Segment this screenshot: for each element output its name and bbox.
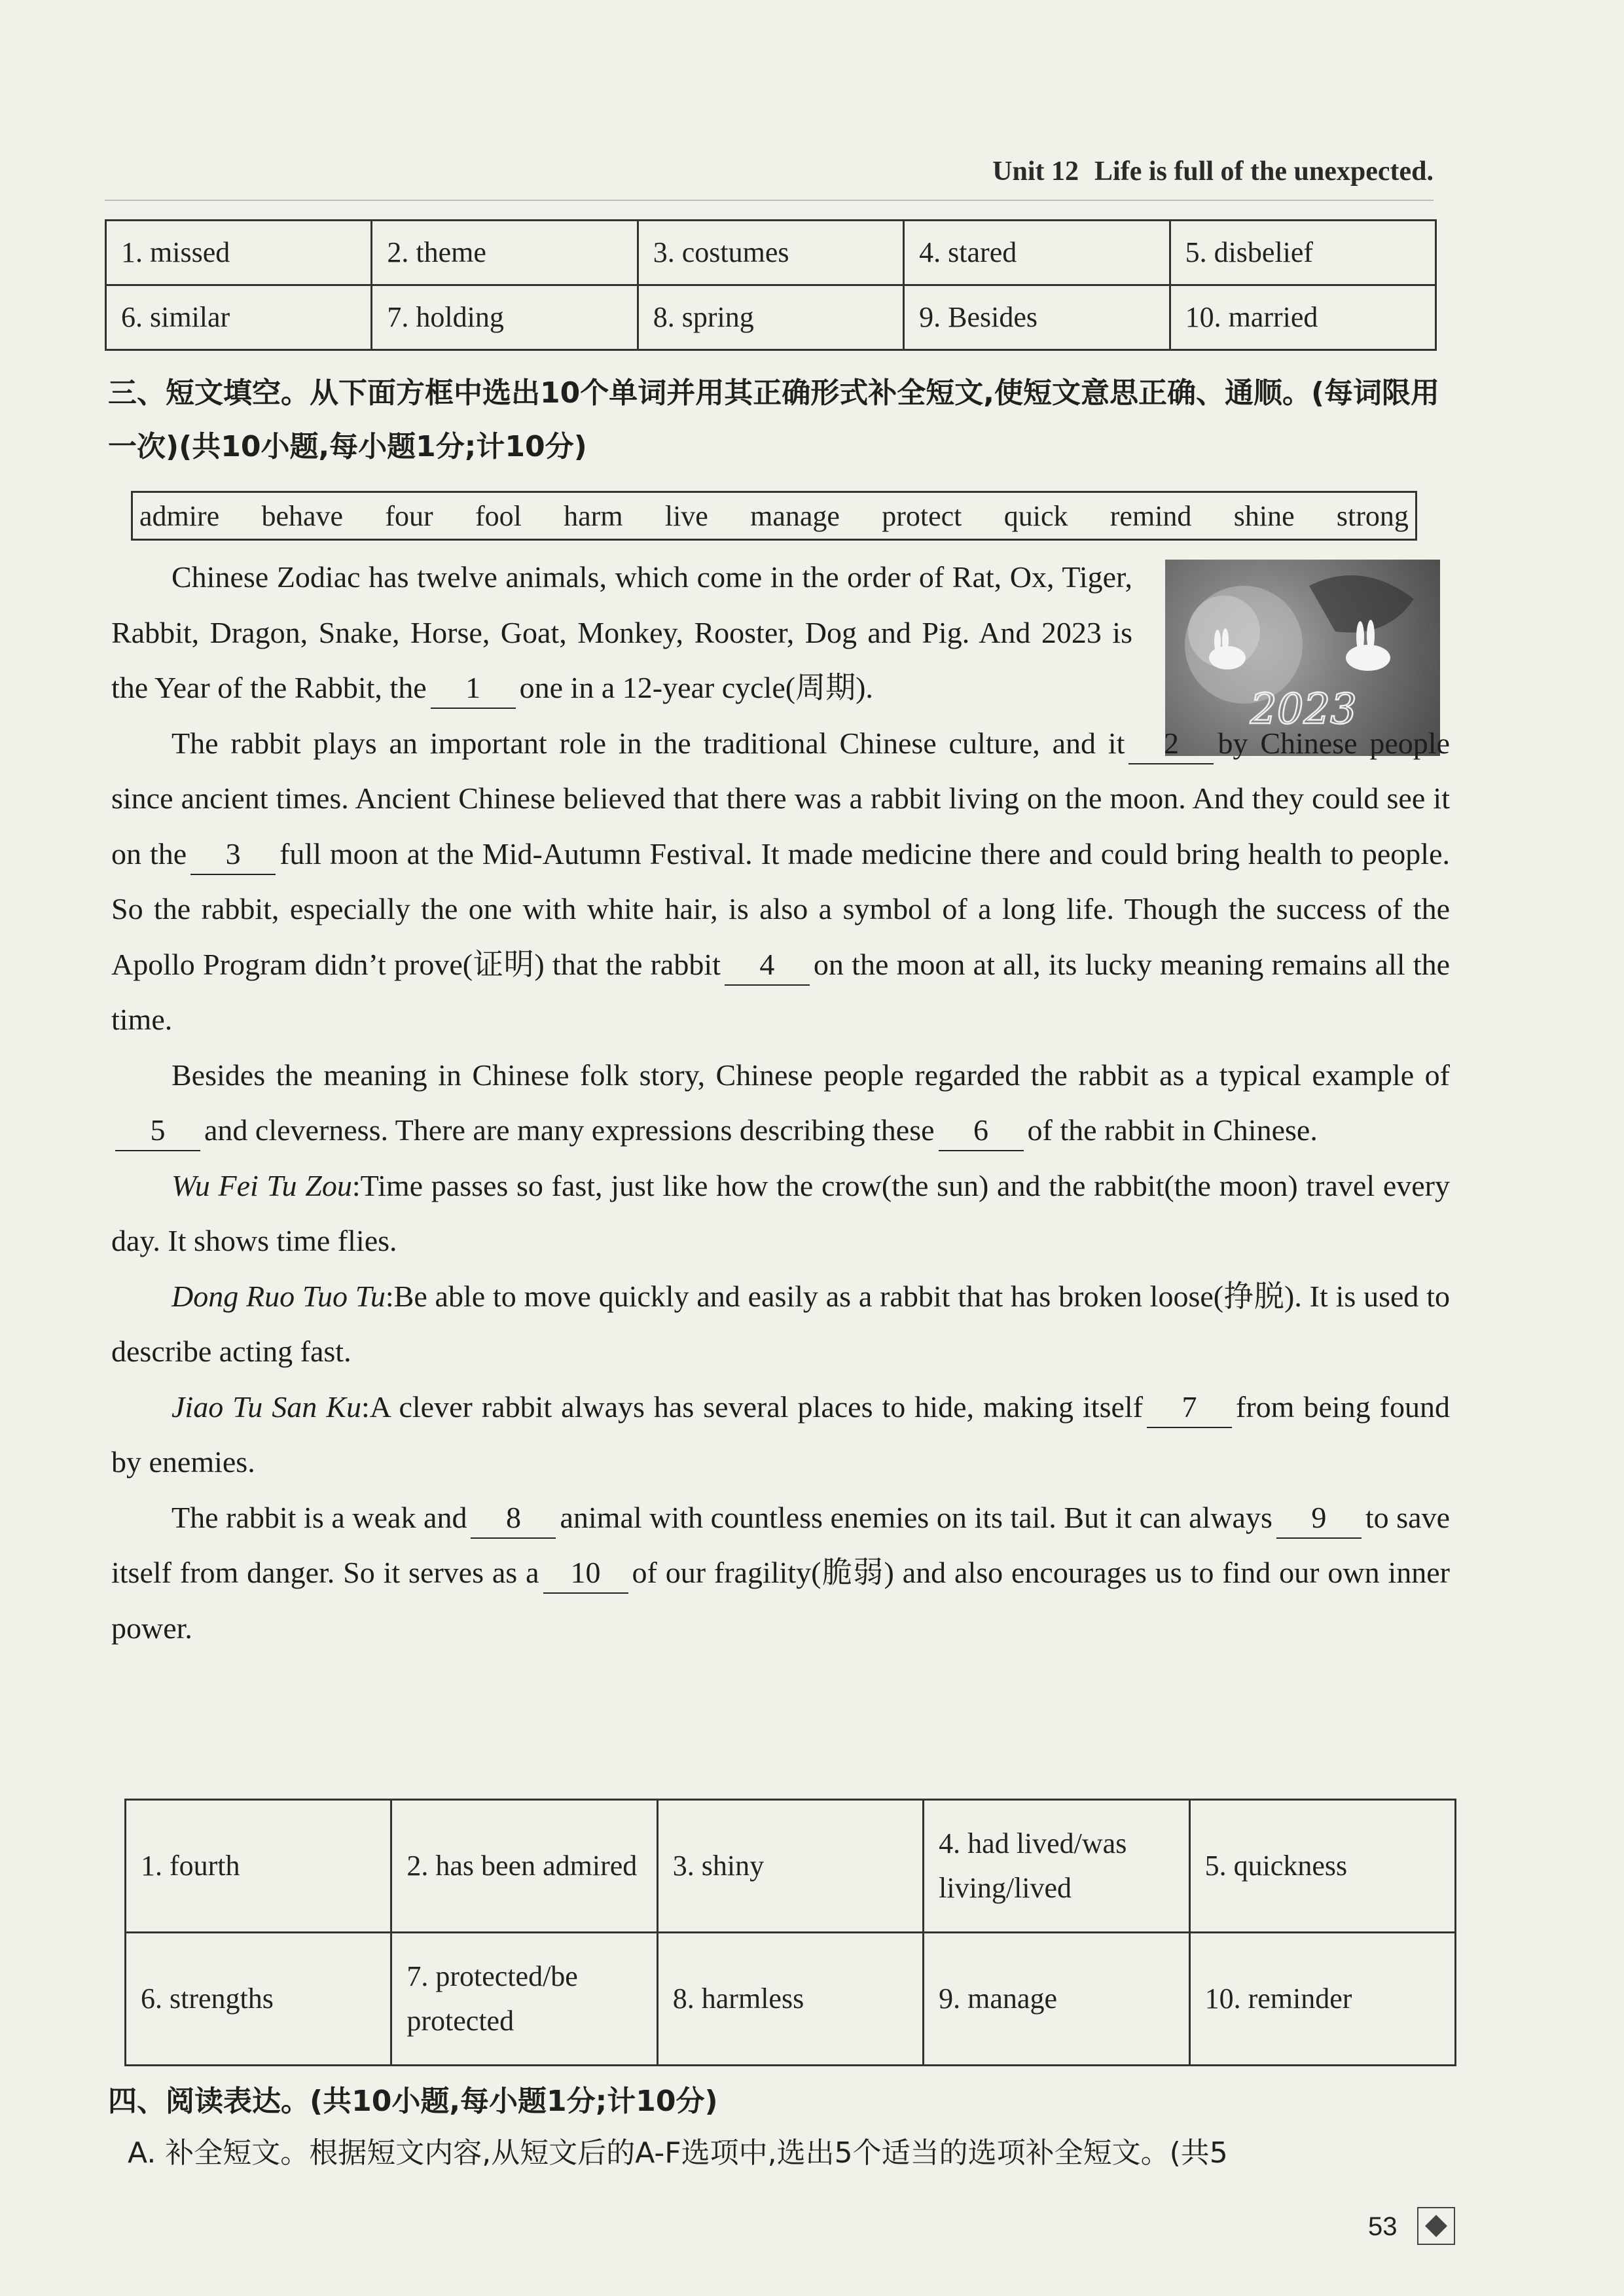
blank-2: 2	[1128, 724, 1214, 764]
section-3-title: 三、短文填空。从下面方框中选出10个单词并用其正确形式补全短文,使短文意思正确、通顺。(每词限用一次)(共10小题,每小题1分;计10分)	[108, 376, 1440, 463]
table-row	[106, 285, 1436, 350]
page-header	[916, 156, 1434, 187]
unit-title: Life is full of the unexpected.	[1094, 156, 1434, 187]
paragraph-7	[111, 1490, 1450, 1657]
table-cell: 5. quickness	[1189, 1800, 1455, 1933]
text-run: :Be able to move quickly and easily as a rabbit that has broken loose(挣脱). It is used to describe acting fast.	[111, 1279, 1450, 1368]
text-run: The rabbit is a weak and	[171, 1500, 467, 1534]
idiom-term: Dong Ruo Tuo Tu	[171, 1279, 386, 1313]
table-cell: 1. missed	[106, 221, 372, 285]
blank-9: 9	[1276, 1498, 1362, 1539]
word-item: manage	[750, 499, 840, 532]
word-item: behave	[261, 499, 344, 532]
table-cell: 10. reminder	[1189, 1933, 1455, 2066]
text-run: Besides the meaning in Chinese folk story, Chinese people regarded the rabbit as a typical example of	[171, 1058, 1450, 1092]
page-number: 53	[1368, 2212, 1398, 2241]
answer-table-top	[105, 219, 1437, 351]
blank-5: 5	[115, 1111, 200, 1151]
table-row	[126, 1800, 1456, 1933]
text-run: animal with countless enemies on its tail. But it can always	[560, 1500, 1272, 1534]
idiom-term: Jiao Tu San Ku	[171, 1390, 361, 1424]
table-cell: 4. had lived/was living/lived	[924, 1800, 1189, 1933]
table-cell: 3. costumes	[638, 221, 903, 285]
table-cell: 6. similar	[106, 285, 372, 350]
word-item: quick	[1003, 499, 1068, 532]
blank-6: 6	[939, 1111, 1024, 1151]
text-run: of our fragility(脆弱) and also encourages us to find our own inner power.	[111, 1556, 1450, 1645]
table-cell: 8. harmless	[657, 1933, 923, 2066]
table-cell: 6. strengths	[126, 1933, 391, 2066]
diamond-icon	[1417, 2207, 1455, 2245]
word-item: harm	[564, 499, 623, 532]
blank-1: 1	[431, 668, 516, 709]
text-run: of the rabbit in Chinese.	[1027, 1113, 1318, 1147]
text-run: to save itself from danger. So it serves as a	[111, 1500, 1450, 1589]
paragraph-4	[111, 1158, 1450, 1269]
photo-caption: 2023	[1250, 685, 1357, 734]
table-cell: 2. theme	[372, 221, 638, 285]
table-cell: 7. protected/be protected	[391, 1933, 657, 2066]
text-run: and cleverness. There are many expressions describing these	[204, 1113, 935, 1147]
word-item: protect	[882, 499, 962, 532]
section-4-title: 四、阅读表达。(共10小题,每小题1分;计10分)	[108, 2085, 718, 2118]
text-run: :A clever rabbit always has several places to hide, making itself	[361, 1390, 1144, 1424]
word-item: live	[664, 499, 708, 532]
table-cell: 1. fourth	[126, 1800, 391, 1933]
table-cell: 3. shiny	[657, 1800, 923, 1933]
table-cell: 10. married	[1170, 285, 1435, 350]
table-row	[126, 1933, 1456, 2066]
paragraph-1	[111, 550, 1132, 716]
text-run: from being found by enemies.	[111, 1390, 1450, 1479]
text-run: one in a 12-year cycle(周期).	[519, 671, 873, 704]
table-cell: 8. spring	[638, 285, 903, 350]
header-divider	[105, 200, 1434, 201]
word-item: remind	[1110, 499, 1192, 532]
paragraph-3	[111, 1048, 1450, 1158]
word-item: four	[385, 499, 433, 532]
word-item: strong	[1336, 499, 1409, 532]
table-cell: 7. holding	[372, 285, 638, 350]
text-run: by Chinese people since ancient times. Ancient Chinese believed that there was a rabbit living on the moon. And they could see it on the	[111, 726, 1451, 870]
table-cell: 9. manage	[924, 1933, 1189, 2066]
blank-3: 3	[190, 834, 276, 875]
table-cell: 9. Besides	[904, 285, 1170, 350]
text-run: The rabbit plays an important role in the traditional Chinese culture, and it	[171, 726, 1125, 760]
table-cell: 2. has been admired	[391, 1800, 657, 1933]
unit-label: Unit 12	[992, 156, 1079, 187]
idiom-term: Wu Fei Tu Zou	[171, 1168, 352, 1202]
passage	[111, 550, 1450, 1656]
word-item: shine	[1233, 499, 1295, 532]
text-run: :Time passes so fast, just like how the crow(the sun) and the rabbit(the moon) travel every day. It shows time flies.	[111, 1168, 1450, 1257]
blank-7: 7	[1147, 1388, 1232, 1428]
table-cell: 5. disbelief	[1170, 221, 1435, 285]
word-box	[131, 491, 1417, 541]
section-a-instructions: A. 补全短文。根据短文内容,从短文后的A-F选项中,选出5个适当的选项补全短文。(共5	[128, 2136, 1228, 2170]
table-cell: 4. stared	[904, 221, 1170, 285]
word-item: fool	[475, 499, 522, 532]
blank-8: 8	[471, 1498, 556, 1539]
paragraph-2	[111, 716, 1450, 1048]
paragraph-6	[111, 1380, 1450, 1490]
blank-4: 4	[725, 945, 810, 986]
text-run: full moon at the Mid-Autumn Festival. It made medicine there and could bring health to people. So the rabbit, especially the one with white hair, is also a symbol of a long life. Though the success of the Apollo Program didn’t prove(证明) that the rabbit	[111, 836, 1450, 981]
paragraph-5	[111, 1269, 1450, 1380]
word-item: admire	[139, 499, 220, 532]
table-row	[106, 221, 1436, 285]
text-run: Chinese Zodiac has twelve animals, which come in the order of Rat, Ox, Tiger, Rabbit, Dragon, Snake, Horse, Goat, Monkey, Rooster, Dog and Pig. And 2023 is the Year of the Rabbit, the	[111, 560, 1132, 704]
text-run: on the moon at all, its lucky meaning remains all the time.	[111, 947, 1450, 1036]
blank-10: 10	[543, 1553, 628, 1594]
answer-table-bottom	[124, 1799, 1456, 2066]
